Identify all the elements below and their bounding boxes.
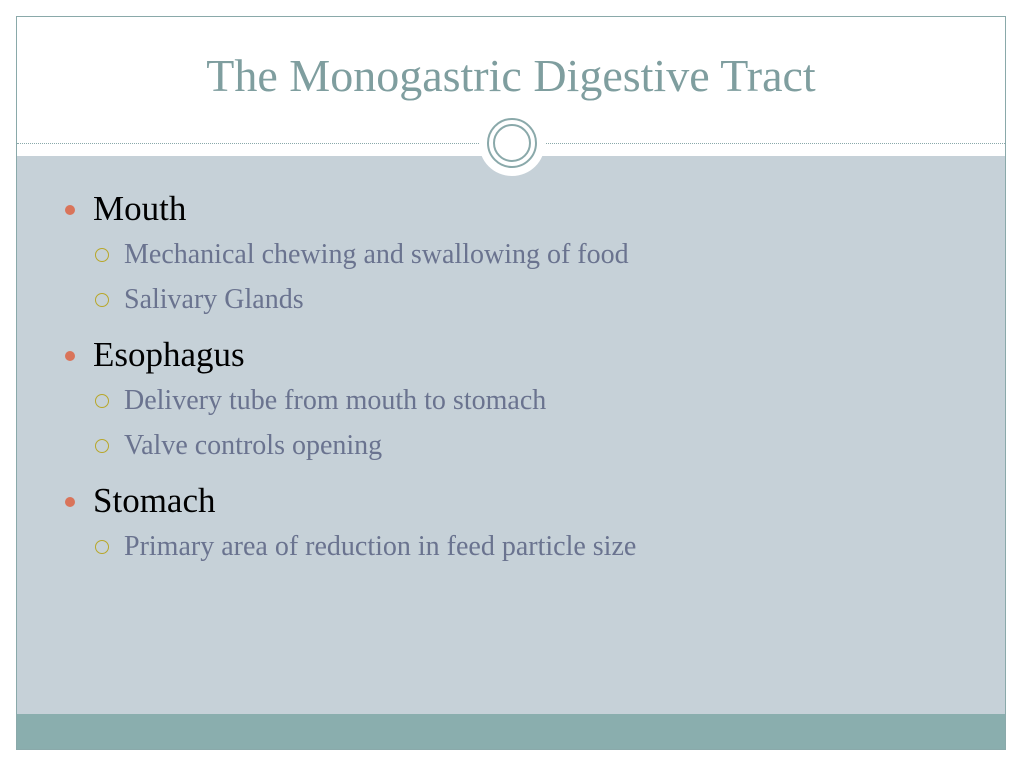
sub-bullet-label: Delivery tube from mouth to stomach xyxy=(124,385,547,416)
bullet-group-mouth xyxy=(17,187,1005,325)
slide-frame xyxy=(16,16,1006,750)
sub-bullet-label: Mechanical chewing and swallowing of food xyxy=(124,239,629,270)
sub-bullet-label: Salivary Glands xyxy=(124,284,304,315)
hollow-circle-bullet-icon xyxy=(95,293,109,307)
hollow-circle-bullet-icon xyxy=(95,540,109,554)
slide-title: The Monogastric Digestive Tract xyxy=(206,50,816,101)
bullet-group-stomach xyxy=(17,479,1005,572)
filled-circle-bullet-icon xyxy=(65,497,75,507)
hollow-circle-bullet-icon xyxy=(95,439,109,453)
bullet-list xyxy=(17,187,1005,572)
sub-bullet-item xyxy=(17,527,1005,572)
hollow-circle-bullet-icon xyxy=(95,248,109,262)
filled-circle-bullet-icon xyxy=(65,205,75,215)
bullet-group-esophagus xyxy=(17,333,1005,471)
bullet-label: Esophagus xyxy=(93,335,245,374)
sub-bullet-label: Primary area of reduction in feed particle size xyxy=(124,531,637,562)
group-spacer xyxy=(17,325,1005,333)
bullet-item xyxy=(17,333,1005,381)
hollow-circle-bullet-icon xyxy=(95,394,109,408)
bullet-label: Stomach xyxy=(93,481,216,520)
group-spacer xyxy=(17,471,1005,479)
title-ornament-inner-ring-icon xyxy=(493,124,531,162)
sub-bullet-item xyxy=(17,280,1005,325)
sub-bullet-item xyxy=(17,381,1005,426)
sub-bullet-item xyxy=(17,235,1005,280)
bullet-item xyxy=(17,187,1005,235)
sub-bullet-item xyxy=(17,426,1005,471)
bullet-label: Mouth xyxy=(93,189,187,228)
sub-bullet-label: Valve controls opening xyxy=(124,430,383,461)
bullet-item xyxy=(17,479,1005,527)
filled-circle-bullet-icon xyxy=(65,351,75,361)
bottom-bar xyxy=(17,714,1005,749)
